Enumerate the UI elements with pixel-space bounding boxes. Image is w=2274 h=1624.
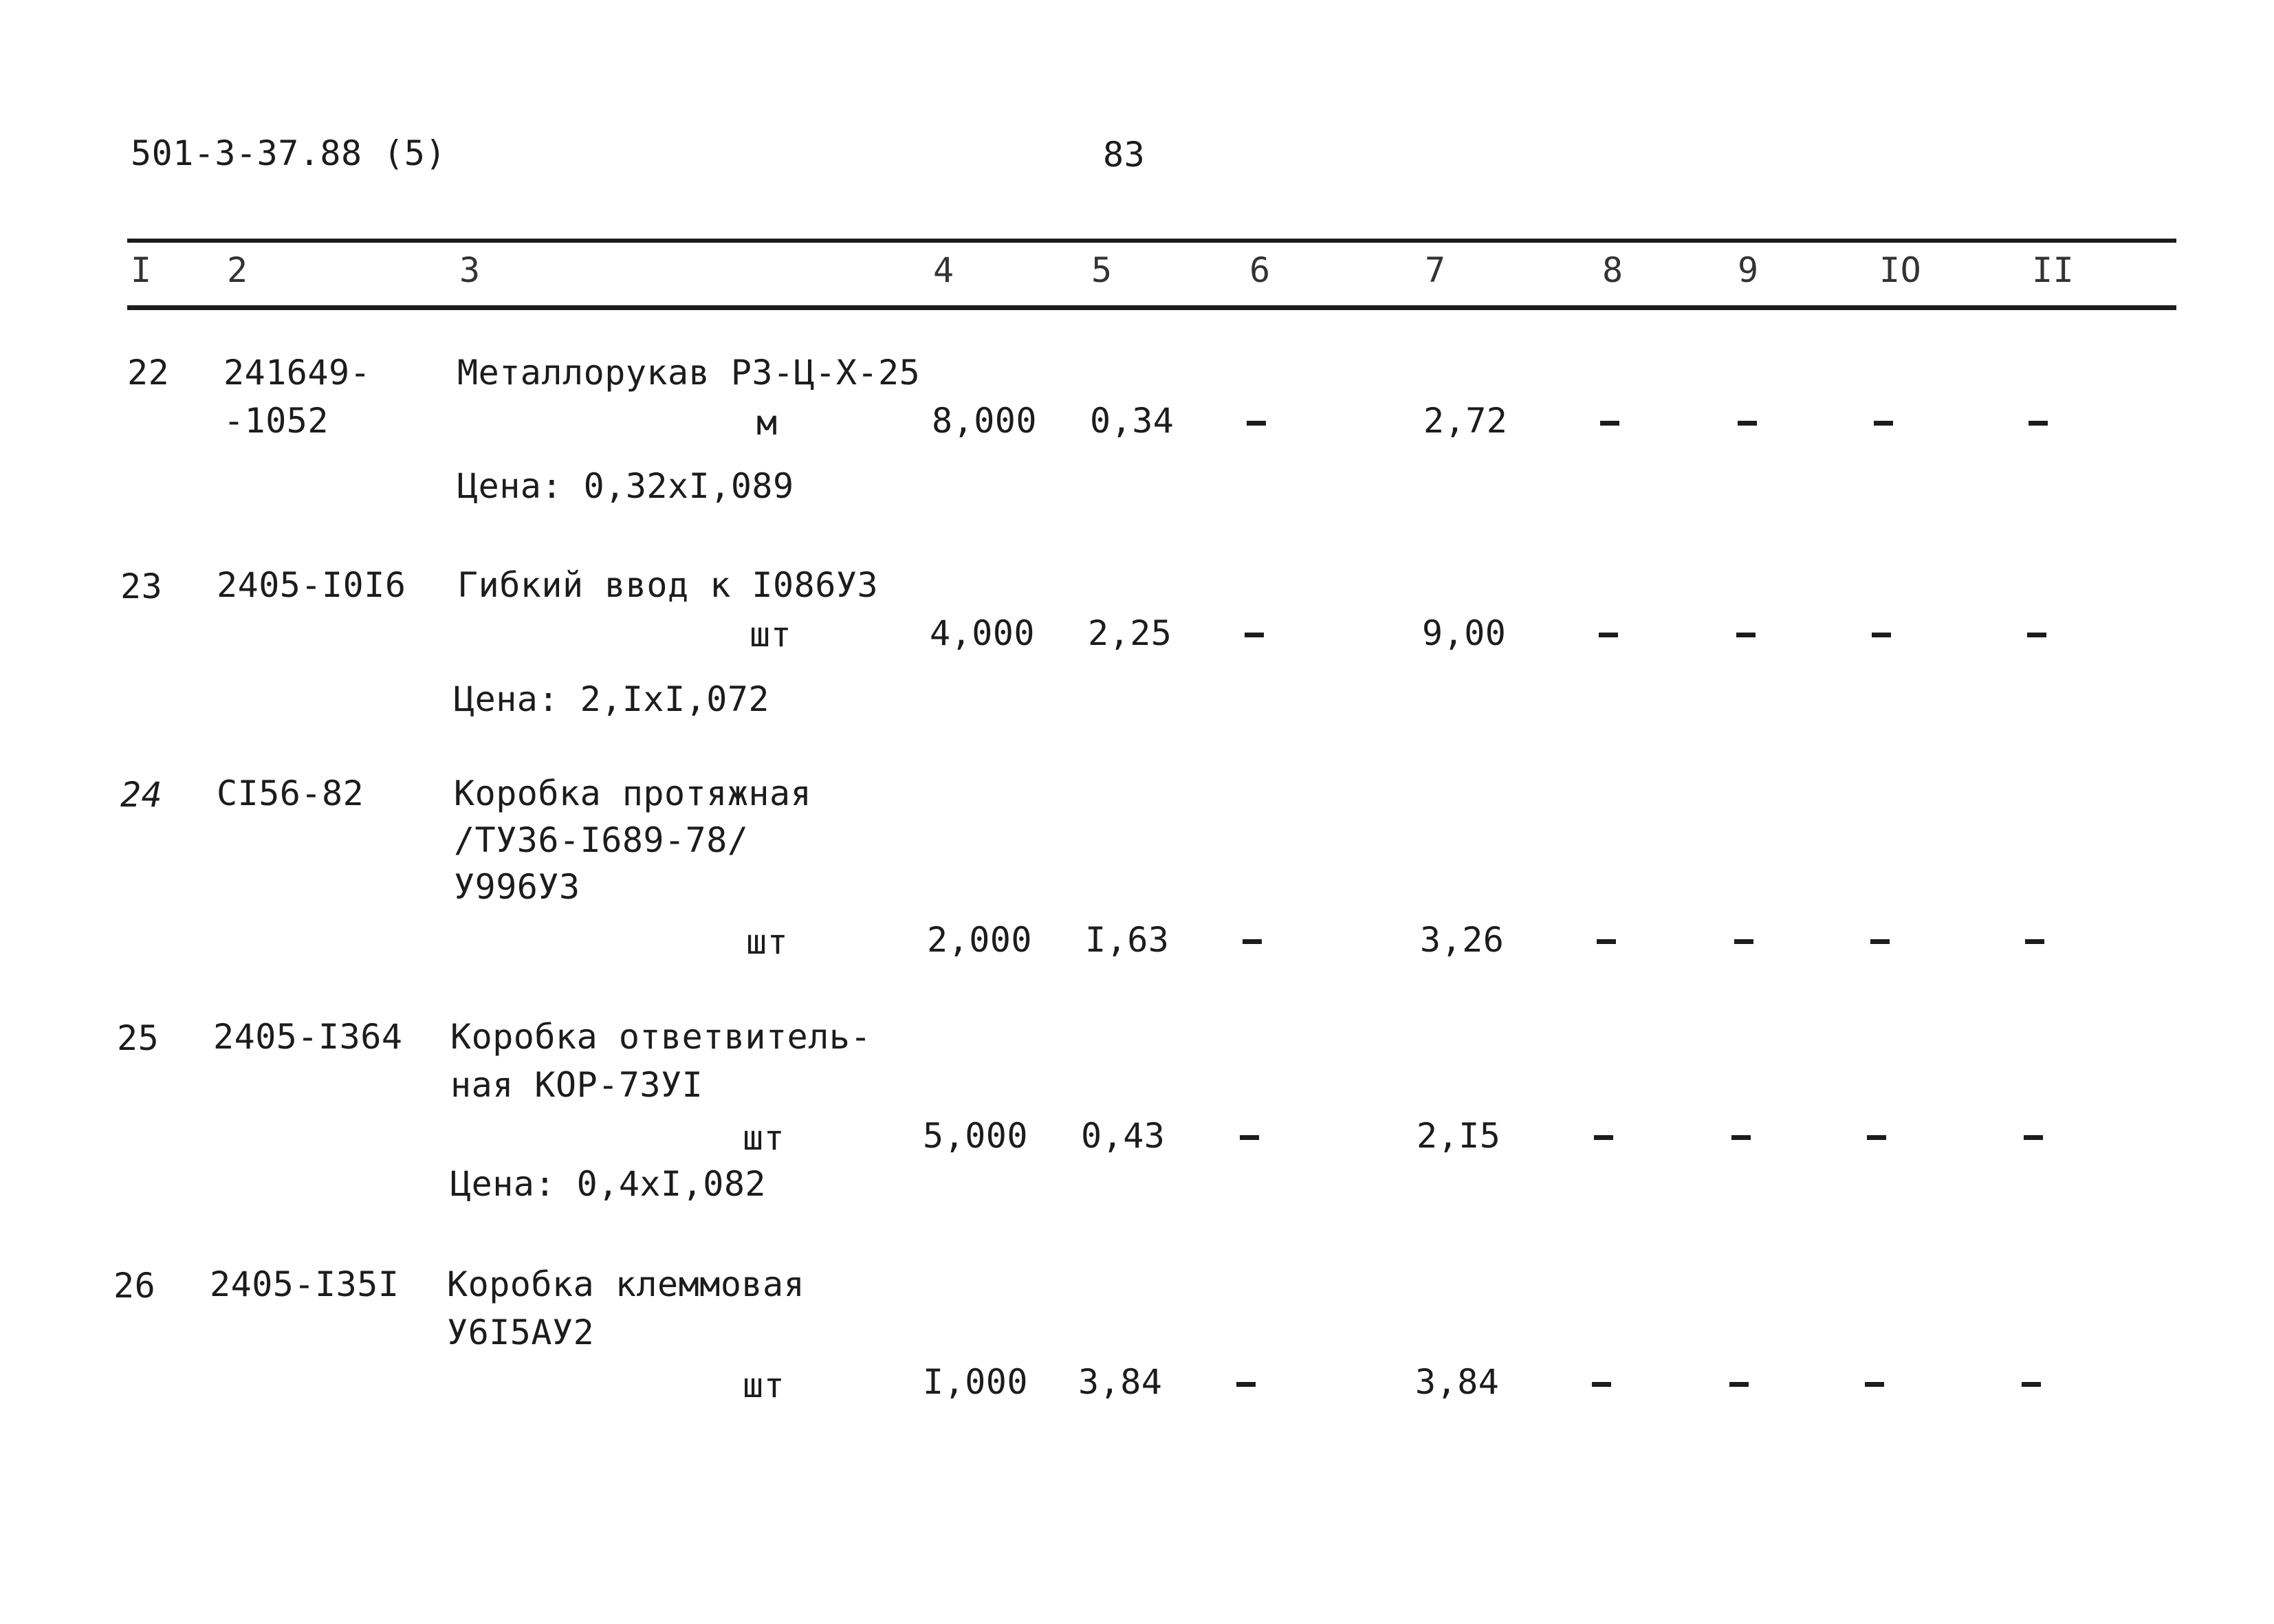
item-name: Металлорукав РЗ-Ц-Х-25 <box>457 353 921 393</box>
column-header: 7 <box>1425 250 1446 290</box>
column-header: 8 <box>1602 250 1623 290</box>
unit-price: I,63 <box>1085 920 1170 960</box>
empty-cell-dash <box>1738 421 1757 426</box>
document-code: 501-3-37.88 (5) <box>131 133 447 173</box>
quantity: 8,000 <box>932 401 1038 441</box>
empty-cell-dash <box>1600 421 1619 426</box>
item-name: Коробка протяжная <box>454 773 812 813</box>
unit: м <box>756 403 778 443</box>
empty-cell-dash <box>1247 421 1266 426</box>
empty-cell-dash <box>1236 1382 1256 1387</box>
item-name: У6I5АУ2 <box>447 1313 595 1352</box>
empty-cell-dash <box>1865 1382 1884 1387</box>
table-header-rule <box>127 305 2176 310</box>
empty-cell-dash <box>1729 1382 1749 1387</box>
unit-price: 2,25 <box>1088 613 1172 653</box>
unit: шт <box>750 615 792 655</box>
price-note: Цена: 0,32хI,089 <box>457 466 794 506</box>
table-top-rule <box>127 239 2176 243</box>
column-header: II <box>2032 250 2075 290</box>
column-header: 4 <box>933 250 954 290</box>
item-name: У996УЗ <box>454 867 580 907</box>
total: 3,26 <box>1420 920 1505 960</box>
row-number: 25 <box>117 1018 160 1058</box>
empty-cell-dash <box>2024 1135 2043 1140</box>
price-note: Цена: 0,4хI,082 <box>450 1164 767 1204</box>
empty-cell-dash <box>1245 633 1264 637</box>
column-header: 9 <box>1738 250 1759 290</box>
empty-cell-dash <box>2029 421 2048 426</box>
page-number: 83 <box>1103 135 1146 175</box>
empty-cell-dash <box>1872 633 1891 637</box>
empty-cell-dash <box>1240 1135 1259 1140</box>
quantity: 2,000 <box>927 920 1033 960</box>
column-header: IO <box>1879 250 1922 290</box>
empty-cell-dash <box>1874 421 1893 426</box>
row-number: 22 <box>127 353 170 393</box>
empty-cell-dash <box>1592 1382 1611 1387</box>
total: 9,00 <box>1422 613 1507 653</box>
item-code: 2405-I0I6 <box>217 565 406 605</box>
quantity: 5,000 <box>923 1116 1029 1156</box>
empty-cell-dash <box>1736 633 1756 637</box>
column-header: 6 <box>1249 250 1271 290</box>
empty-cell-dash <box>2025 939 2044 944</box>
empty-cell-dash <box>1599 633 1618 637</box>
item-code: 2405-I35I <box>210 1264 400 1304</box>
unit: шт <box>743 1365 785 1405</box>
unit-price: 0,34 <box>1090 401 1174 441</box>
item-code: -1052 <box>223 401 329 441</box>
row-number: 23 <box>120 567 163 606</box>
total: 3,84 <box>1415 1362 1500 1402</box>
item-code: 241649- <box>223 353 371 393</box>
price-note: Цена: 2,IхI,072 <box>454 679 770 719</box>
row-number: 24 <box>120 775 163 815</box>
item-name: Гибкий ввод к I086УЗ <box>457 565 879 605</box>
item-name: /ТУ36-I689-78/ <box>454 820 749 860</box>
empty-cell-dash <box>1867 1135 1886 1140</box>
item-code: 2405-I364 <box>213 1017 403 1057</box>
empty-cell-dash <box>1870 939 1890 944</box>
empty-cell-dash <box>2022 1382 2041 1387</box>
column-header: 2 <box>227 250 248 290</box>
quantity: I,000 <box>923 1362 1029 1402</box>
column-header: 3 <box>459 250 481 290</box>
unit: шт <box>746 922 789 962</box>
unit-price: 3,84 <box>1078 1362 1163 1402</box>
item-name: ная КОР-73УI <box>450 1065 703 1105</box>
empty-cell-dash <box>1731 1135 1751 1140</box>
column-header: I <box>131 250 152 290</box>
total: 2,I5 <box>1417 1116 1501 1156</box>
row-number: 26 <box>113 1266 156 1306</box>
empty-cell-dash <box>1597 939 1616 944</box>
column-header: 5 <box>1091 250 1113 290</box>
empty-cell-dash <box>2027 633 2046 637</box>
empty-cell-dash <box>1734 939 1753 944</box>
empty-cell-dash <box>1243 939 1262 944</box>
item-name: Коробка клеммовая <box>447 1264 805 1304</box>
unit-price: 0,43 <box>1081 1116 1166 1156</box>
total: 2,72 <box>1423 401 1508 441</box>
unit: шт <box>743 1118 785 1158</box>
item-name: Коробка ответвитель- <box>450 1017 872 1057</box>
quantity: 4,000 <box>930 613 1036 653</box>
empty-cell-dash <box>1594 1135 1613 1140</box>
item-code: СI56-82 <box>217 773 364 813</box>
